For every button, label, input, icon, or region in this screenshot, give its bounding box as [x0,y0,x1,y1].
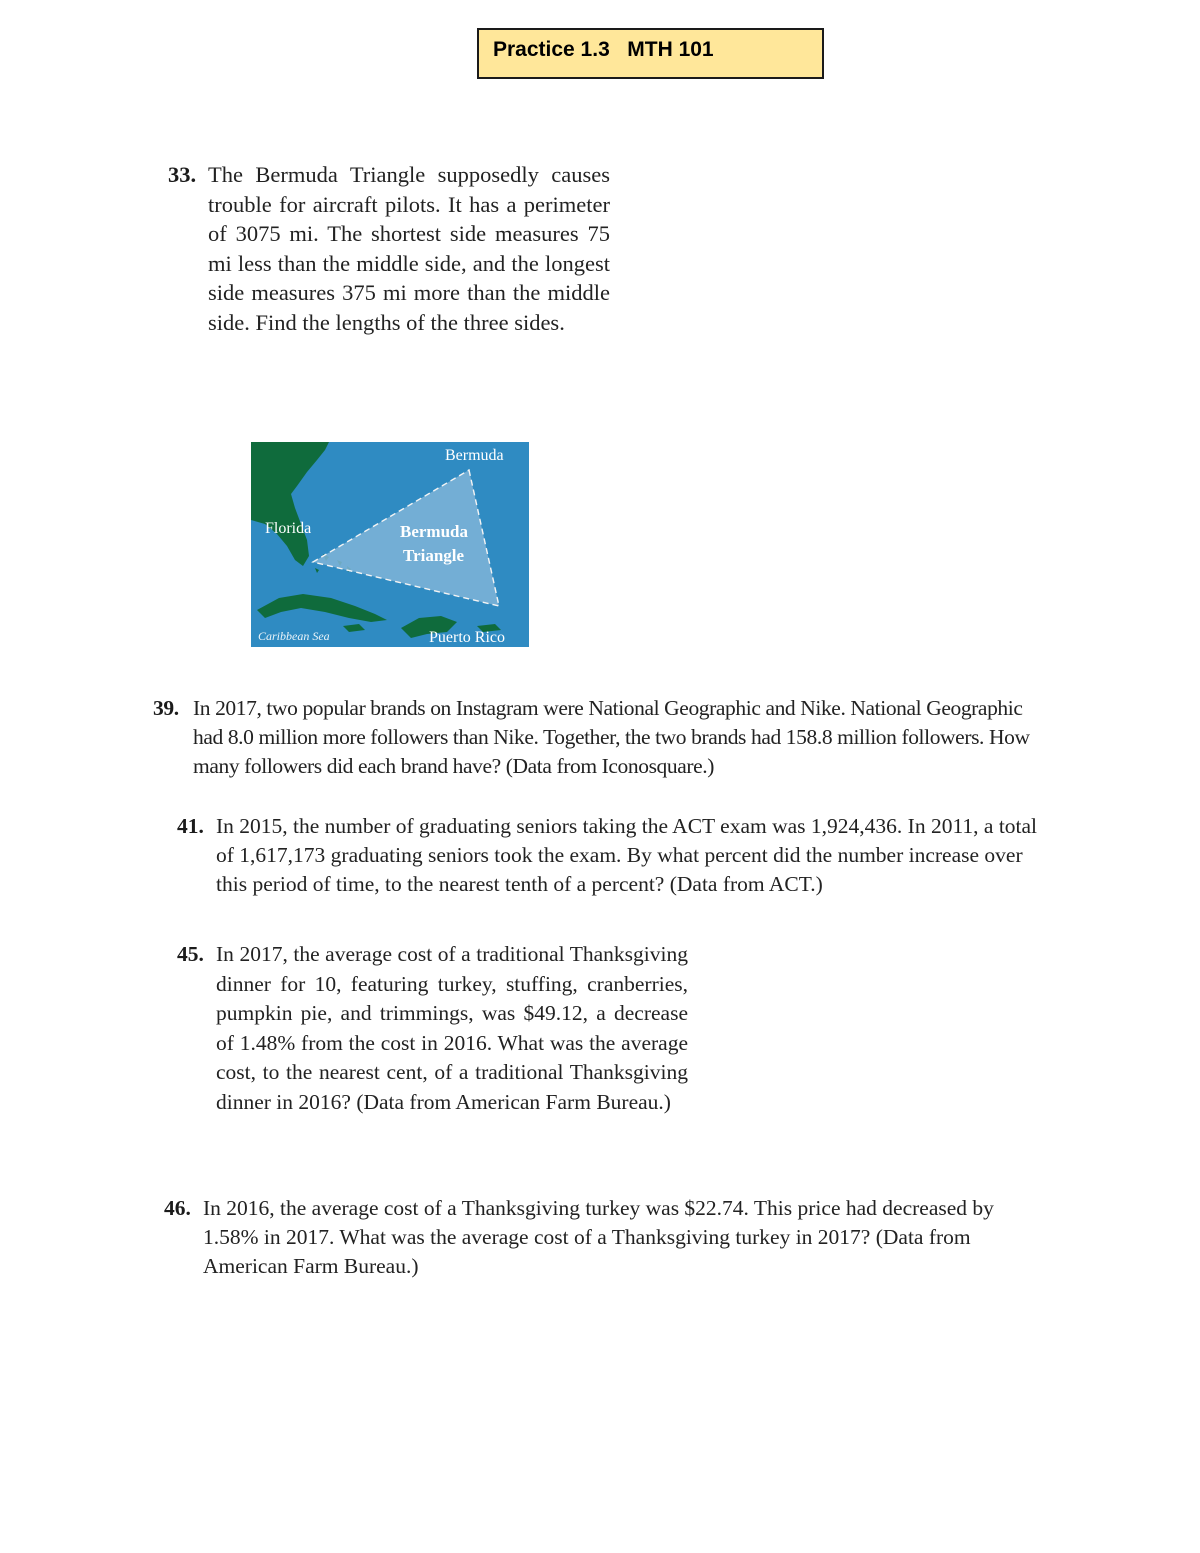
florida-label: Florida [265,520,312,537]
problem-33 [168,160,610,337]
problem-number: 41. [177,814,204,838]
bermuda-label: Bermuda [445,447,504,464]
problem-number: 33. [168,162,197,187]
problem-text: In 2015, the number of graduating seniors taking the ACT exam was 1,924,436. In 2011, a total of 1,617,173 graduating seniors took the exam. By what percent did the number increase over this period of time, to the nearest tenth of a percent? (Data from ACT.) [216,814,1038,896]
triangle-label-line1: Bermuda [400,522,468,541]
caribbean-sea-label: Caribbean Sea [258,629,330,643]
triangle-label-line2: Triangle [403,546,465,565]
worksheet-title: Practice 1.3 MTH 101 [477,28,824,79]
problem-number: 39. [153,696,179,720]
bermuda-triangle-map [251,442,529,647]
problem-text: In 2017, the average cost of a traditional Thanksgiving dinner for 10, featuring turkey, stuffing, cranberries, pumpkin pie, and trimmings, was $49.12, a decrease of 1.48% from the cost in 2016. What was the average cost, to the nearest cent, of a traditional Thanksgiving dinner in 2016? (Data from American Farm Bureau.) [216,942,688,1114]
problem-text: In 2017, two popular brands on Instagram were National Geographic and Nike. National Geographic had 8.0 million more followers than Nike. Together, the two brands had 158.8 million followers. How many followers did each brand have? (Data from Iconosquare.) [193,696,1030,778]
problem-41 [177,812,1047,899]
problem-text: In 2016, the average cost of a Thanksgiving turkey was $22.74. This price had decreased by 1.58% in 2017. What was the average cost of a Thanksgiving turkey in 2017? (Data from American Farm Bureau.) [203,1196,994,1278]
problem-39 [153,694,1048,781]
problem-text: The Bermuda Triangle supposedly causes trouble for aircraft pilots. It has a perimeter of 3075 mi. The shortest side measures 75 mi less than the middle side, and the longest side measures 375 mi more than the middle side. Find the lengths of the three sides. [208,162,610,335]
problem-number: 46. [164,1196,191,1220]
puerto-rico-label: Puerto Rico [429,629,505,646]
problem-45 [177,940,688,1117]
problem-number: 45. [177,942,204,966]
problem-46 [164,1194,1040,1281]
